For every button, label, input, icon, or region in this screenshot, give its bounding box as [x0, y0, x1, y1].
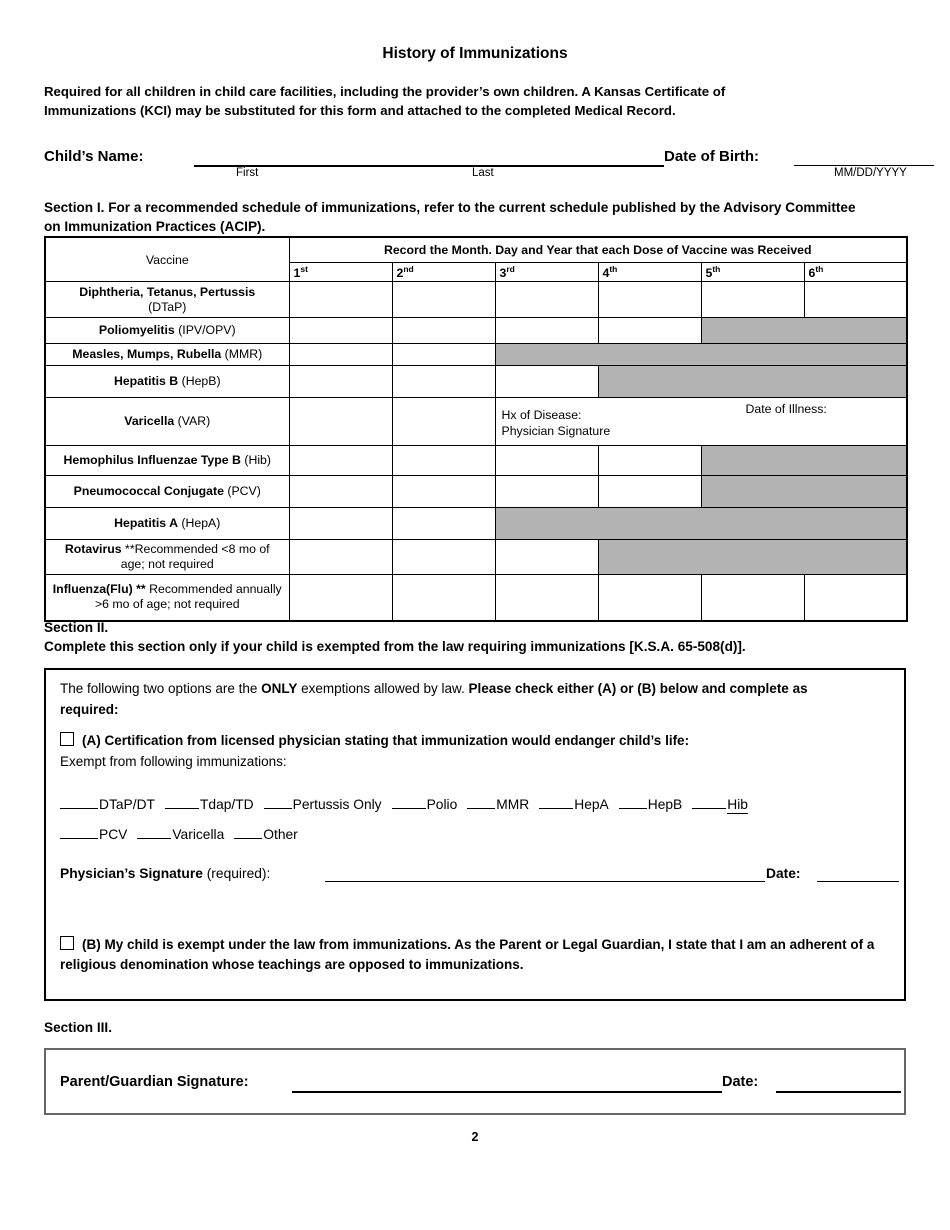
vaccine-name-cell: [45, 540, 289, 575]
varicella-signature-label: Physician Signature: [501, 424, 611, 438]
dose-cell-3[interactable]: [495, 540, 598, 575]
col-header-vaccine: Vaccine: [45, 237, 289, 282]
section-2-heading-line2: Complete this section only if your child is exempted from the law requiring immunizations [K.S.A. 65-508(d)].: [44, 639, 746, 654]
not-applicable-cell: [495, 508, 907, 540]
dose-cell-4[interactable]: [598, 318, 701, 344]
parent-guardian-signature-input[interactable]: [292, 1091, 722, 1093]
dose-cell-1[interactable]: [289, 282, 392, 318]
dose-cell-5[interactable]: [701, 575, 804, 621]
dose-header-1: 1st: [289, 263, 392, 282]
vaccine-name-cell: [45, 508, 289, 540]
exempt-from-label: Exempt from following immunizations:: [60, 754, 287, 769]
exemption-intro-bold: Please check either (A) or (B) below and complete as required:: [60, 681, 808, 717]
option-a-row[interactable]: [60, 732, 890, 750]
exempt-option-label: Hib: [727, 797, 748, 812]
exemption-row-2: [60, 820, 890, 850]
vaccine-abbr: **Recommended <8 mo of age; not required: [120, 542, 270, 571]
dose-cell-6[interactable]: [804, 282, 907, 318]
vaccine-abbr: (HepB): [181, 374, 221, 388]
vaccine-name-cell: [45, 282, 289, 318]
vaccine-name-cell: [45, 318, 289, 344]
exempt-option-label: Tdap/TD: [199, 797, 254, 812]
vaccine-name-cell: [45, 366, 289, 398]
section-1-heading: Section I. For a recommended schedule of immunizations, refer to the current schedule published by the Advisory Committee on Immunization Practices (ACIP).: [44, 200, 856, 234]
dose-cell-4[interactable]: [598, 575, 701, 621]
dose-cell-1[interactable]: [289, 476, 392, 508]
exempt-option-label: Pertussis Only: [292, 797, 382, 812]
vaccine-name-cell: [45, 344, 289, 366]
section-3-box: [44, 1048, 906, 1115]
parent-guardian-date-label: Date:: [722, 1074, 759, 1090]
dose-cell-2[interactable]: [392, 366, 495, 398]
dose-header-2: 2nd: [392, 263, 495, 282]
option-a-checkbox[interactable]: [60, 732, 74, 746]
exemption-vaccine-list: [60, 790, 890, 850]
not-applicable-cell: [598, 540, 907, 575]
table-row: [45, 344, 907, 366]
dose-header-3: 3rd: [495, 263, 598, 282]
exempt-write-in-line[interactable]: [392, 795, 426, 809]
exempt-option-pertussis-only[interactable]: [264, 797, 382, 812]
dose-cell-2[interactable]: [392, 508, 495, 540]
exempt-option-mmr[interactable]: [467, 797, 529, 812]
vaccine-name: Measles, Mumps, Rubella: [72, 347, 222, 361]
option-b-row[interactable]: [60, 935, 880, 975]
page-number: 2: [471, 1130, 479, 1144]
dose-cell-2[interactable]: [392, 575, 495, 621]
vaccine-abbr: (HepA): [181, 516, 221, 530]
physician-signature-label-rest: (required):: [202, 866, 271, 881]
date-of-birth-input[interactable]: [794, 165, 934, 166]
child-name-input[interactable]: [194, 165, 664, 167]
vaccine-name: Hepatitis A: [114, 516, 178, 530]
dose-cell-3[interactable]: [495, 476, 598, 508]
exempt-option-dtap-dt[interactable]: [60, 797, 155, 812]
dose-cell-1[interactable]: [289, 398, 392, 446]
exempt-option-hib[interactable]: [692, 797, 748, 812]
not-applicable-cell: [598, 366, 907, 398]
dose-cell-2[interactable]: [392, 476, 495, 508]
vaccine-name: Influenza(Flu) **: [52, 582, 146, 597]
exempt-write-in-line[interactable]: [60, 825, 98, 839]
vaccine-name-cell: [45, 398, 289, 446]
not-applicable-cell: [495, 344, 907, 366]
option-a-label: (A) Certification from licensed physician stating that immunization would endanger child’s life:: [82, 733, 690, 748]
vaccine-record-table: [44, 236, 908, 622]
identity-field-row: [44, 148, 906, 188]
intro-paragraph: Required for all children in child care facilities, including the provider’s own children. A Kansas Certificate of Immunizations (KCI) may be substituted for this form and attached to the completed Medical Record.: [44, 84, 726, 118]
dose-cell-1[interactable]: [289, 318, 392, 344]
exempt-option-other[interactable]: [234, 827, 298, 842]
vaccine-abbr: (MMR): [224, 347, 263, 361]
exempt-option-label: HepB: [647, 797, 683, 812]
dose-cell-3[interactable]: [495, 318, 598, 344]
dose-cell-3[interactable]: [495, 366, 598, 398]
dose-header-4: 4th: [598, 263, 701, 282]
vaccine-table-wrapper: [44, 236, 906, 622]
exempt-write-in-line[interactable]: [165, 795, 199, 809]
table-row: [45, 318, 907, 344]
physician-date-label: Date:: [766, 866, 801, 881]
vaccine-table-head: [45, 237, 907, 282]
exempt-write-in-line[interactable]: [234, 825, 262, 839]
dose-cell-4[interactable]: [598, 282, 701, 318]
exempt-option-label: Varicella: [172, 827, 225, 842]
page-title: History of Immunizations: [382, 45, 568, 62]
child-name-label: Child’s Name:: [44, 148, 144, 165]
exempt-option-label: MMR: [496, 797, 530, 812]
vaccine-table-body: [45, 282, 907, 621]
not-applicable-cell: [701, 318, 907, 344]
vaccine-abbr: (VAR): [177, 414, 211, 428]
table-row: [45, 282, 907, 318]
only-emphasis: ONLY: [261, 681, 298, 696]
dose-cell-1[interactable]: [289, 446, 392, 476]
exempt-option-label: PCV: [99, 827, 128, 842]
option-b-checkbox[interactable]: [60, 936, 74, 950]
table-row: [45, 366, 907, 398]
dose-cell-1[interactable]: [289, 540, 392, 575]
exempt-option-tdap-td[interactable]: [165, 797, 254, 812]
varicella-illness-date-label: Date of Illness:: [745, 402, 827, 416]
vaccine-name: Poliomyelitis: [98, 323, 175, 337]
exempt-write-in-line[interactable]: [539, 795, 573, 809]
vaccine-name: Hepatitis B: [113, 374, 179, 388]
vaccine-abbr: (DTaP): [148, 299, 187, 314]
exempt-option-label: Polio: [426, 797, 458, 812]
vaccine-name-cell: [45, 476, 289, 508]
table-row: [45, 508, 907, 540]
exempt-option-polio[interactable]: [392, 797, 458, 812]
first-name-hint: First: [236, 167, 259, 179]
exemption-row-1: [60, 790, 890, 820]
vaccine-abbr: (IPV/OPV): [178, 323, 236, 337]
date-of-birth-label: Date of Birth:: [664, 148, 759, 165]
dose-cell-2[interactable]: [392, 398, 495, 446]
varicella-history-cell[interactable]: [495, 398, 907, 446]
exempt-write-in-line[interactable]: [137, 825, 171, 839]
parent-guardian-signature-label: Parent/Guardian Signature:: [60, 1074, 249, 1090]
parent-guardian-date-input[interactable]: [776, 1091, 901, 1093]
col-header-record: Record the Month. Day and Year that each Dose of Vaccine was Received: [289, 237, 907, 263]
dose-cell-1[interactable]: [289, 344, 392, 366]
exempt-option-label: HepA: [574, 797, 609, 812]
table-row: [45, 575, 907, 621]
vaccine-abbr: (PCV): [227, 484, 261, 498]
vaccine-abbr: Recommended annually >6 mo of age; not required: [94, 582, 282, 612]
dose-cell-3[interactable]: [495, 446, 598, 476]
table-row: [45, 398, 907, 446]
table-row: [45, 476, 907, 508]
not-applicable-cell: [701, 476, 907, 508]
exempt-write-in-line[interactable]: [692, 795, 726, 809]
vaccine-name: Pneumococcal Conjugate: [73, 484, 224, 498]
dose-cell-6[interactable]: [804, 575, 907, 621]
physician-signature-input[interactable]: [325, 881, 765, 882]
exempt-write-in-line[interactable]: [619, 795, 647, 809]
section-3-heading: Section III.: [44, 1020, 112, 1035]
dose-cell-2[interactable]: [392, 318, 495, 344]
last-name-hint: Last: [472, 167, 494, 179]
exempt-option-label: DTaP/DT: [99, 797, 155, 812]
physician-signature-label: [60, 866, 270, 881]
physician-signature-label-bold: Physician’s Signature: [60, 866, 203, 881]
dose-cell-3[interactable]: [495, 282, 598, 318]
exemption-intro-part1: The following two options are the: [60, 681, 262, 696]
table-row: [45, 446, 907, 476]
section-2-box: [44, 668, 906, 1001]
physician-date-input[interactable]: [817, 881, 899, 882]
vaccine-name: Varicella: [124, 414, 175, 428]
vaccine-abbr: (Hib): [244, 453, 271, 467]
dose-cell-1[interactable]: [289, 366, 392, 398]
exempt-write-in-line[interactable]: [467, 795, 495, 809]
option-b-label: (B) My child is exempt under the law from immunizations. As the Parent or Legal Guardian, I state that I am an adherent of a religious denomination whose teachings are opposed to immunizations.: [60, 937, 875, 972]
vaccine-name: Rotavirus: [64, 542, 122, 556]
dose-cell-2[interactable]: [392, 282, 495, 318]
exempt-option-label: Other: [263, 827, 298, 842]
dose-cell-2[interactable]: [392, 446, 495, 476]
date-format-hint: MM/DD/YYYY: [834, 167, 907, 179]
dose-cell-4[interactable]: [598, 446, 701, 476]
section-2-heading-line1: Section II.: [44, 620, 109, 635]
dose-cell-3[interactable]: [495, 575, 598, 621]
exemption-intro-part2: exemptions allowed by law.: [297, 681, 469, 696]
physician-signature-row: [60, 866, 900, 890]
dose-cell-5[interactable]: [701, 282, 804, 318]
dose-header-5: 5th: [701, 263, 804, 282]
parent-guardian-signature-row: [60, 1074, 900, 1100]
vaccine-name: Diphtheria, Tetanus, Pertussis: [79, 284, 256, 299]
exempt-option-pcv[interactable]: [60, 827, 127, 842]
dose-cell-4[interactable]: [598, 476, 701, 508]
table-row: [45, 540, 907, 575]
vaccine-name: Hemophilus Influenzae Type B: [63, 453, 241, 467]
section-2-heading: [44, 618, 914, 656]
exempt-write-in-line[interactable]: [60, 795, 98, 809]
exempt-option-varicella[interactable]: [137, 827, 224, 842]
varicella-hx-label: Hx of Disease:: [501, 408, 582, 422]
vaccine-name-cell: [45, 446, 289, 476]
exemption-intro-text: [60, 678, 860, 720]
dose-header-6: 6th: [804, 263, 907, 282]
vaccine-name-cell: [45, 575, 289, 621]
dose-cell-1[interactable]: [289, 575, 392, 621]
exempt-write-in-line[interactable]: [264, 795, 292, 809]
dose-cell-2[interactable]: [392, 344, 495, 366]
not-applicable-cell: [701, 446, 907, 476]
dose-cell-2[interactable]: [392, 540, 495, 575]
dose-cell-1[interactable]: [289, 508, 392, 540]
exempt-option-hepa[interactable]: [539, 797, 609, 812]
exempt-option-hepb[interactable]: [619, 797, 683, 812]
